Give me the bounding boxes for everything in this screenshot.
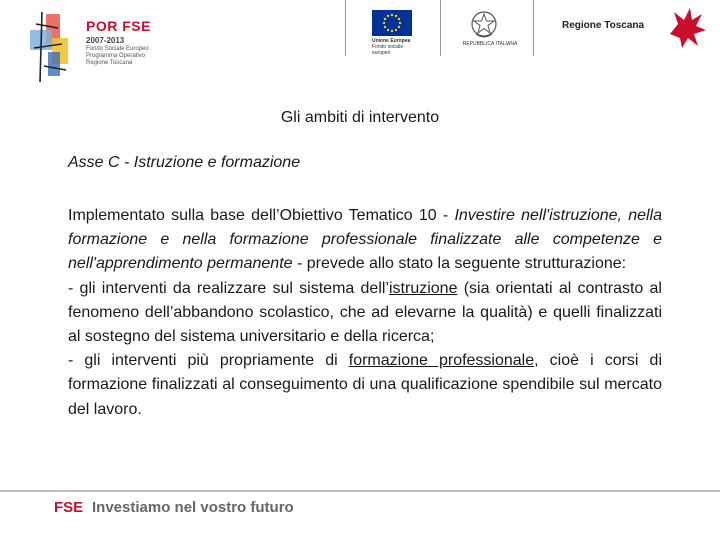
eu-caption-line: Fondo sociale europeo bbox=[372, 44, 404, 56]
por-fse-caption bbox=[86, 46, 166, 67]
por-caption-line: Regione Toscana bbox=[86, 60, 133, 66]
text-run: - gli interventi più propriamente di bbox=[68, 352, 349, 370]
eu-flag-icon bbox=[372, 10, 412, 36]
footer-divider bbox=[0, 490, 720, 492]
header-divider bbox=[440, 0, 441, 56]
por-fse-title: POR FSE bbox=[86, 18, 151, 34]
eu-caption-line: Unione Europea bbox=[372, 38, 411, 44]
por-fse-logo bbox=[22, 8, 86, 86]
text-run: (sia orientati al contrasto al fenomeno dell’abbandono scolastico, che ad elevarne la qualità) e quelli finalizzati al sostegno del sistema universitario e della ricerca; bbox=[68, 279, 662, 346]
formazione-professionale-link[interactable]: formazione professionale bbox=[348, 352, 535, 370]
header-divider bbox=[533, 0, 534, 56]
text-run: - prevede allo stato la seguente strutturazione: bbox=[292, 255, 627, 273]
paragraph-formazione bbox=[68, 349, 662, 422]
footer-brand: FSE bbox=[54, 499, 84, 516]
body-text bbox=[68, 204, 662, 422]
text-run-italic: Investire nell'istruzione, nella formazione e nella formazione professionale finalizzate alle competenze e nell'apprendimento permanente bbox=[68, 207, 663, 273]
text-run: - gli interventi da realizzare sul sistema dell’ bbox=[68, 279, 389, 297]
header-logos bbox=[0, 0, 720, 95]
page-title: Gli ambiti di intervento bbox=[280, 109, 440, 126]
istruzione-link[interactable]: istruzione bbox=[388, 279, 458, 297]
header-divider bbox=[345, 0, 346, 56]
por-fse-years: 2007-2013 bbox=[86, 36, 125, 45]
text-run: , cioè i corsi di formazione finalizzati al conseguimento di una qualificazione spendibile sul mercato del lavoro. bbox=[68, 352, 662, 418]
footer-slogan: Investiamo nel vostro futuro bbox=[92, 499, 294, 516]
italian-emblem-icon bbox=[470, 10, 498, 40]
paragraph-intro bbox=[68, 204, 662, 277]
emblem-caption: REPUBBLICA ITALIANA bbox=[462, 41, 518, 47]
text-run: Implementato sulla base dell’Obiettivo Tematico 10 - bbox=[68, 207, 455, 224]
paragraph-istruzione bbox=[68, 277, 662, 350]
por-caption-line: Programma Operativo bbox=[86, 53, 146, 59]
eu-caption bbox=[372, 38, 422, 56]
por-caption-line: Fondo Sociale Europeo bbox=[86, 46, 149, 52]
regione-toscana-label: Regione Toscana bbox=[562, 20, 645, 31]
pegasus-icon bbox=[664, 4, 710, 52]
page-subtitle: Asse C - Istruzione e formazione bbox=[68, 154, 301, 171]
